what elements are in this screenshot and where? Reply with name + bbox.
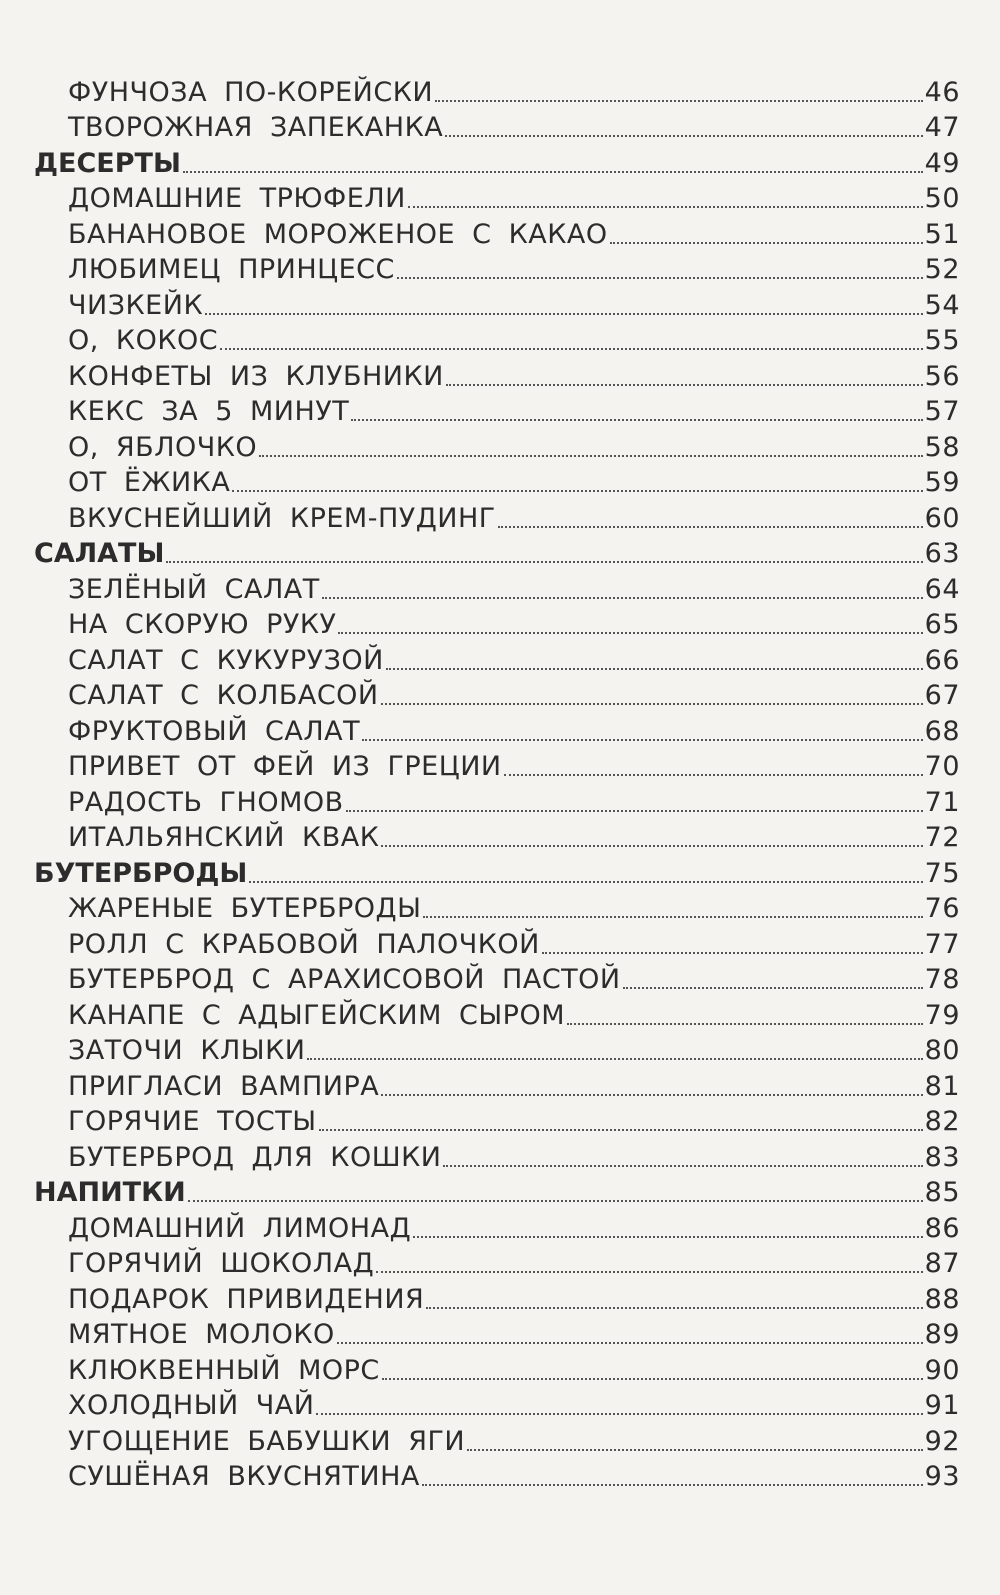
dot-leader [445,135,922,137]
entry-title: ФРУКТОВЫЙ САЛАТ [68,715,361,747]
page-number: 89 [924,1319,960,1350]
dot-leader [413,1236,922,1238]
dot-leader [362,739,923,741]
toc-entry[interactable] [0,1350,1000,1386]
dot-leader [316,1413,922,1415]
entry-title: ХОЛОДНЫЙ ЧАЙ [68,1390,315,1421]
page-number: 88 [924,1283,960,1315]
page-number: 80 [924,1035,960,1066]
dot-leader [422,1484,923,1486]
entry-title: РАДОСТЬ ГНОМОВ [68,786,344,818]
dot-leader [381,1094,922,1096]
toc-entry[interactable] [0,676,1000,712]
toc-entry[interactable] [0,960,1000,996]
entry-title: ДОМАШНИЕ ТРЮФЕЛИ [68,183,406,214]
entry-title: ДОМАШНИЙ ЛИМОНАД [68,1212,412,1244]
entry-title: МЯТНОЕ МОЛОКО [68,1319,335,1350]
dot-leader [346,810,923,812]
toc-entry[interactable] [0,1279,1000,1315]
dot-leader [376,1271,922,1273]
entry-title: СУШЁНАЯ ВКУСНЯТИНА [68,1461,420,1492]
toc-entry[interactable] [0,889,1000,925]
dot-leader [382,1378,923,1380]
dot-leader [338,632,922,634]
toc-entry[interactable] [0,179,1000,215]
page-number: 51 [924,218,960,250]
table-of-contents [0,72,1000,1492]
toc-entry[interactable] [0,285,1000,321]
section-title: БУТЕРБРОДЫ [34,857,248,889]
toc-entry[interactable] [0,605,1000,641]
page-number: 86 [924,1212,960,1244]
toc-entry[interactable] [0,463,1000,499]
toc-entry[interactable] [0,1208,1000,1244]
page-number: 47 [924,112,960,143]
page-number: 85 [924,1177,960,1208]
dot-leader [443,1165,922,1167]
toc-entry[interactable] [0,640,1000,676]
entry-title: ТВОРОЖНАЯ ЗАПЕКАНКА [68,112,444,143]
toc-entry[interactable] [0,924,1000,960]
dot-leader [166,561,922,563]
page-number: 82 [924,1106,960,1137]
dot-leader [423,916,922,918]
toc-entry[interactable] [0,1315,1000,1351]
entry-title: ЗЕЛЁНЫЙ САЛАТ [68,573,320,605]
toc-entry[interactable] [0,782,1000,818]
entry-title: САЛАТ С КУКУРУЗОЙ [68,644,384,676]
toc-section-heading[interactable] [0,853,1000,889]
page-number: 66 [924,644,960,676]
page-number: 79 [924,999,960,1031]
entry-title: КОНФЕТЫ ИЗ КЛУБНИКИ [68,360,444,392]
entry-title: УГОЩЕНИЕ БАБУШКИ ЯГИ [68,1425,466,1457]
dot-leader [610,242,923,244]
page-number: 91 [924,1390,960,1421]
dot-leader [307,1058,922,1060]
toc-entry[interactable] [0,392,1000,428]
toc-entry[interactable] [0,498,1000,534]
toc-entry[interactable] [0,1457,1000,1493]
page-number: 76 [924,893,960,924]
toc-section-heading[interactable] [0,1173,1000,1209]
entry-title: БАНАНОВОЕ МОРОЖЕНОЕ С КАКАО [68,218,608,250]
dot-leader [205,313,923,315]
toc-entry[interactable] [0,108,1000,144]
dot-leader [337,1342,923,1344]
entry-title: ОТ ЁЖИКА [68,467,231,498]
toc-entry[interactable] [0,250,1000,286]
toc-entry[interactable] [0,747,1000,783]
entry-title: САЛАТ С КОЛБАСОЙ [68,680,379,711]
dot-leader [397,277,923,279]
toc-entry[interactable] [0,321,1000,357]
entry-title: О, КОКОС [68,325,219,356]
toc-entry[interactable] [0,1421,1000,1457]
page-number: 60 [924,502,960,534]
page-number: 75 [924,857,960,889]
toc-entry[interactable] [0,711,1000,747]
page-number: 90 [924,1354,960,1386]
dot-leader [504,774,923,776]
dot-leader [351,419,922,421]
page-number: 67 [924,680,960,711]
page-number: 87 [924,1248,960,1279]
entry-title: ГОРЯЧИЕ ТОСТЫ [68,1106,317,1137]
page-number: 70 [924,751,960,782]
toc-entry[interactable] [0,1031,1000,1067]
page-number: 92 [924,1425,960,1457]
page-number: 50 [924,183,960,214]
dot-leader [542,952,923,954]
dot-leader [232,490,922,492]
page-number: 81 [924,1070,960,1102]
page-number: 65 [924,609,960,640]
toc-entry[interactable] [0,1066,1000,1102]
toc-entry[interactable] [0,214,1000,250]
dot-leader [435,100,923,102]
toc-entry[interactable] [0,427,1000,463]
page-number: 52 [924,254,960,285]
page-number: 56 [924,360,960,392]
page-number: 78 [924,964,960,995]
toc-entry[interactable] [0,1386,1000,1422]
page-number: 49 [924,147,960,179]
page-number: 63 [924,538,960,569]
entry-title: КЕКС ЗА 5 МИНУТ [68,396,350,427]
dot-leader [319,1129,923,1131]
entry-title: БУТЕРБРОД ДЛЯ КОШКИ [68,1141,442,1173]
entry-title: ПОДАРОК ПРИВИДЕНИЯ [68,1283,425,1315]
entry-title: ГОРЯЧИЙ ШОКОЛАД [68,1248,375,1279]
page-number: 83 [924,1141,960,1173]
page-number: 68 [924,715,960,747]
dot-leader [381,845,922,847]
page-number: 93 [924,1461,960,1492]
dot-leader [386,668,923,670]
dot-leader [249,881,922,883]
page-number: 55 [924,325,960,356]
entry-title: БУТЕРБРОД С АРАХИСОВОЙ ПАСТОЙ [68,964,621,995]
entry-title: ЧИЗКЕЙК [68,289,204,321]
dot-leader [381,703,923,705]
dot-leader [623,987,923,989]
toc-entry[interactable] [0,1244,1000,1280]
section-title: ДЕСЕРТЫ [34,147,181,179]
dot-leader [498,526,923,528]
section-title: САЛАТЫ [34,538,165,569]
toc-section-heading[interactable] [0,143,1000,179]
toc-entry[interactable] [0,569,1000,605]
dot-leader [322,597,923,599]
page-number: 54 [924,289,960,321]
entry-title: ВКУСНЕЙШИЙ КРЕМ-ПУДИНГ [68,502,496,534]
toc-entry[interactable] [0,995,1000,1031]
toc-section-heading[interactable] [0,534,1000,570]
page-number: 59 [924,467,960,498]
entry-title: ФУНЧОЗА ПО-КОРЕЙСКИ [68,76,434,108]
entry-title: ПРИВЕТ ОТ ФЕЙ ИЗ ГРЕЦИИ [68,751,502,782]
toc-entry[interactable] [0,72,1000,108]
page-number: 64 [924,573,960,605]
page-number: 57 [924,396,960,427]
toc-entry[interactable] [0,1102,1000,1138]
entry-title: О, ЯБЛОЧКО [68,431,258,463]
page-number: 46 [924,76,960,108]
entry-title: ИТАЛЬЯНСКИЙ КВАК [68,822,380,853]
entry-title: ЗАТОЧИ КЛЫКИ [68,1035,306,1066]
page-number: 58 [924,431,960,463]
entry-title: НА СКОРУЮ РУКУ [68,609,337,640]
page-number: 77 [924,928,960,960]
entry-title: КАНАПЕ С АДЫГЕЙСКИМ СЫРОМ [68,999,566,1031]
dot-leader [188,1200,923,1202]
section-title: НАПИТКИ [34,1177,186,1208]
dot-leader [426,1307,922,1309]
dot-leader [220,348,923,350]
entry-title: ЖАРЕНЫЕ БУТЕРБРОДЫ [68,893,422,924]
dot-leader [446,384,923,386]
dot-leader [567,1023,923,1025]
toc-entry[interactable] [0,818,1000,854]
page-number: 71 [924,786,960,818]
dot-leader [467,1449,923,1451]
page-number: 72 [924,822,960,853]
toc-entry[interactable] [0,356,1000,392]
entry-title: КЛЮКВЕННЫЙ МОРС [68,1354,380,1386]
entry-title: ПРИГЛАСИ ВАМПИРА [68,1070,380,1102]
dot-leader [183,171,923,173]
entry-title: РОЛЛ С КРАБОВОЙ ПАЛОЧКОЙ [68,928,540,960]
dot-leader [259,455,922,457]
dot-leader [408,206,923,208]
entry-title: ЛЮБИМЕЦ ПРИНЦЕСС [68,254,395,285]
toc-entry[interactable] [0,1137,1000,1173]
